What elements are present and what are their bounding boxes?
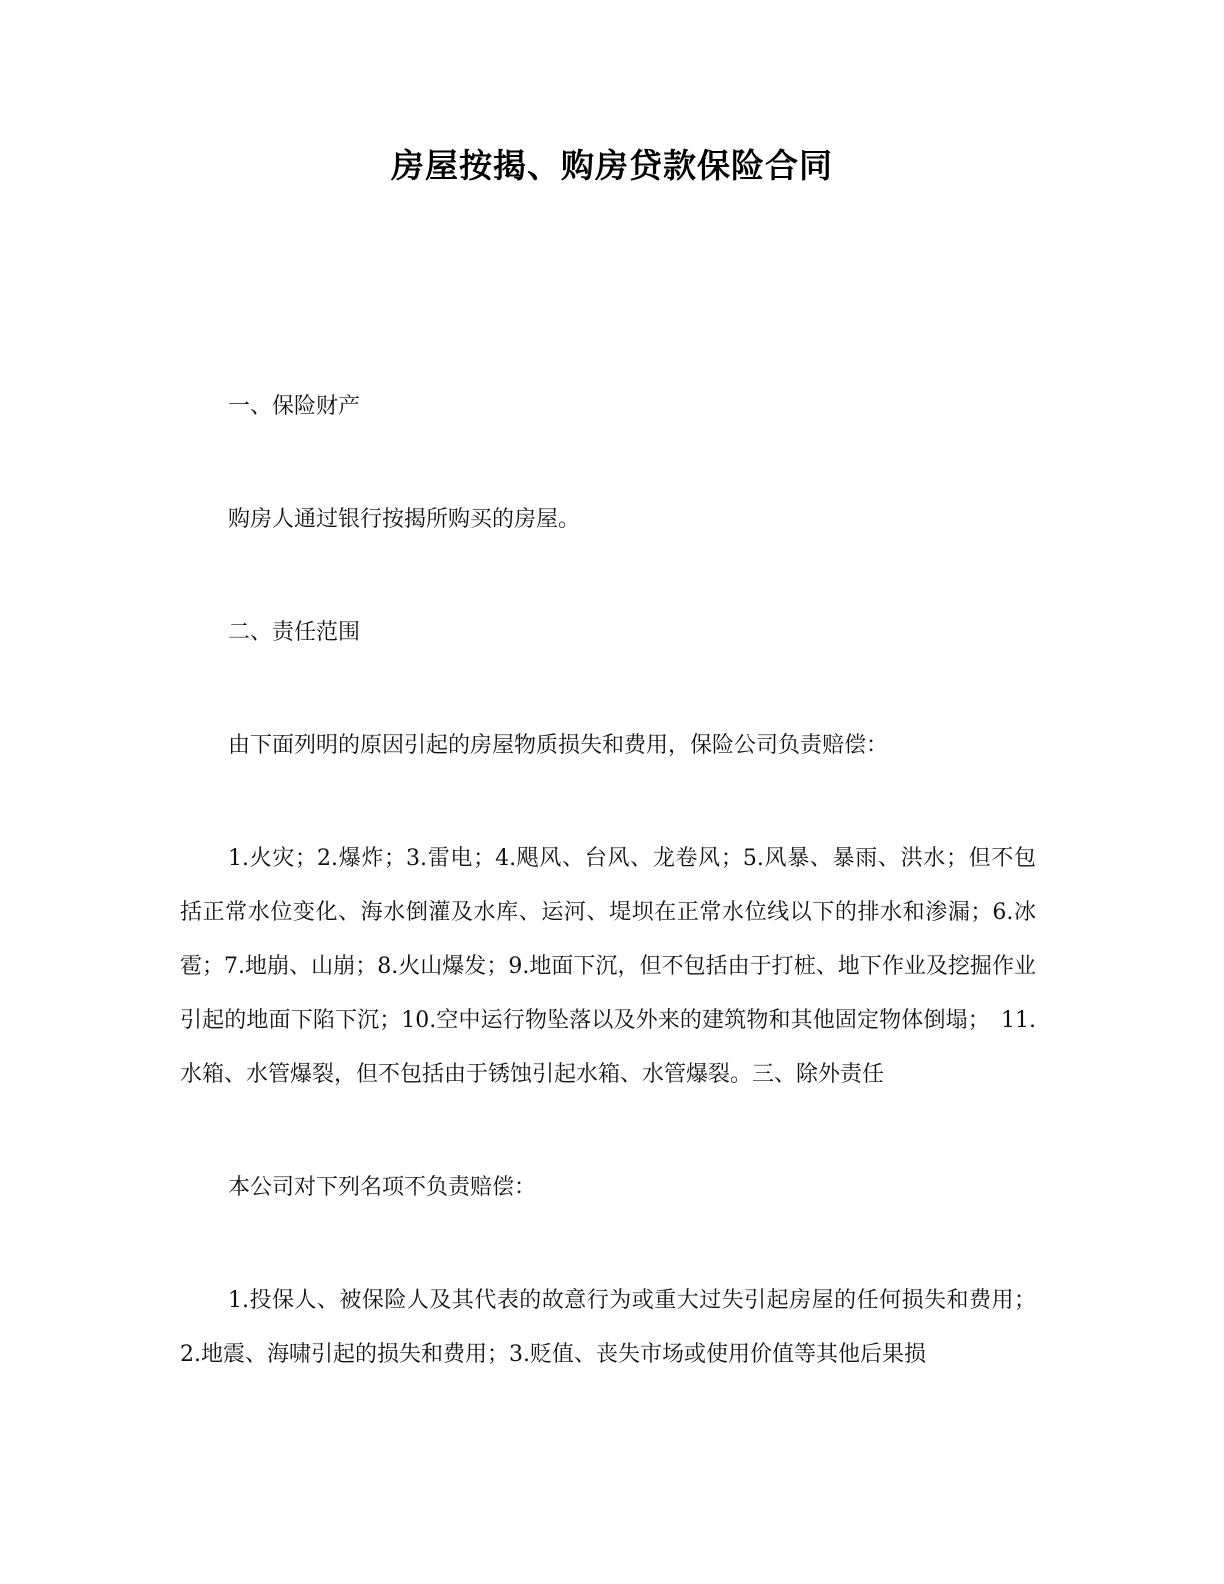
paragraph-liability-intro: 由下面列明的原因引起的房屋物质损失和费用，保险公司负责赔偿：: [228, 733, 889, 758]
paragraph-exclusions-list: 1.投保人、被保险人及其代表的故意行为或重大过失引起房屋的任何损失和费用；2.地震、海啸引起的损失和费用；3.贬值、丧失市场或使用价值等其他后果损: [180, 1288, 1036, 1367]
section-heading-liability-scope: 二、责任范围: [228, 620, 361, 645]
document-title: 房屋按揭、购房贷款保险合同: [391, 146, 833, 185]
paragraph-covered-causes: 1.火灾；2.爆炸；3.雷电；4.飓风、台风、龙卷风；5.风暴、暴雨、洪水；但不包括正常水位变化、海水倒灌及水库、运河、堤坝在正常水位线以下的排水和渗漏；6.冰雹；7.地崩、山崩；8.火山爆发；9.地面下沉，但不包括由于打桩、地下作业及挖掘作业引起的地面下陷下沉；10.空中运行物坠落以及外来的建筑物和其他固定物体倒塌； 11.水箱、水管爆裂，但不包括由于锈蚀引起水箱、水管爆裂。三、除外责任: [180, 846, 1036, 1087]
section-heading-insured-property: 一、保险财产: [228, 394, 361, 419]
document-body: [180, 380, 1036, 1382]
paragraph-insured-property: 购房人通过银行按揭所购买的房屋。: [228, 507, 581, 532]
paragraph-exclusions-intro: 本公司对下列名项不负责赔偿：: [228, 1175, 537, 1200]
